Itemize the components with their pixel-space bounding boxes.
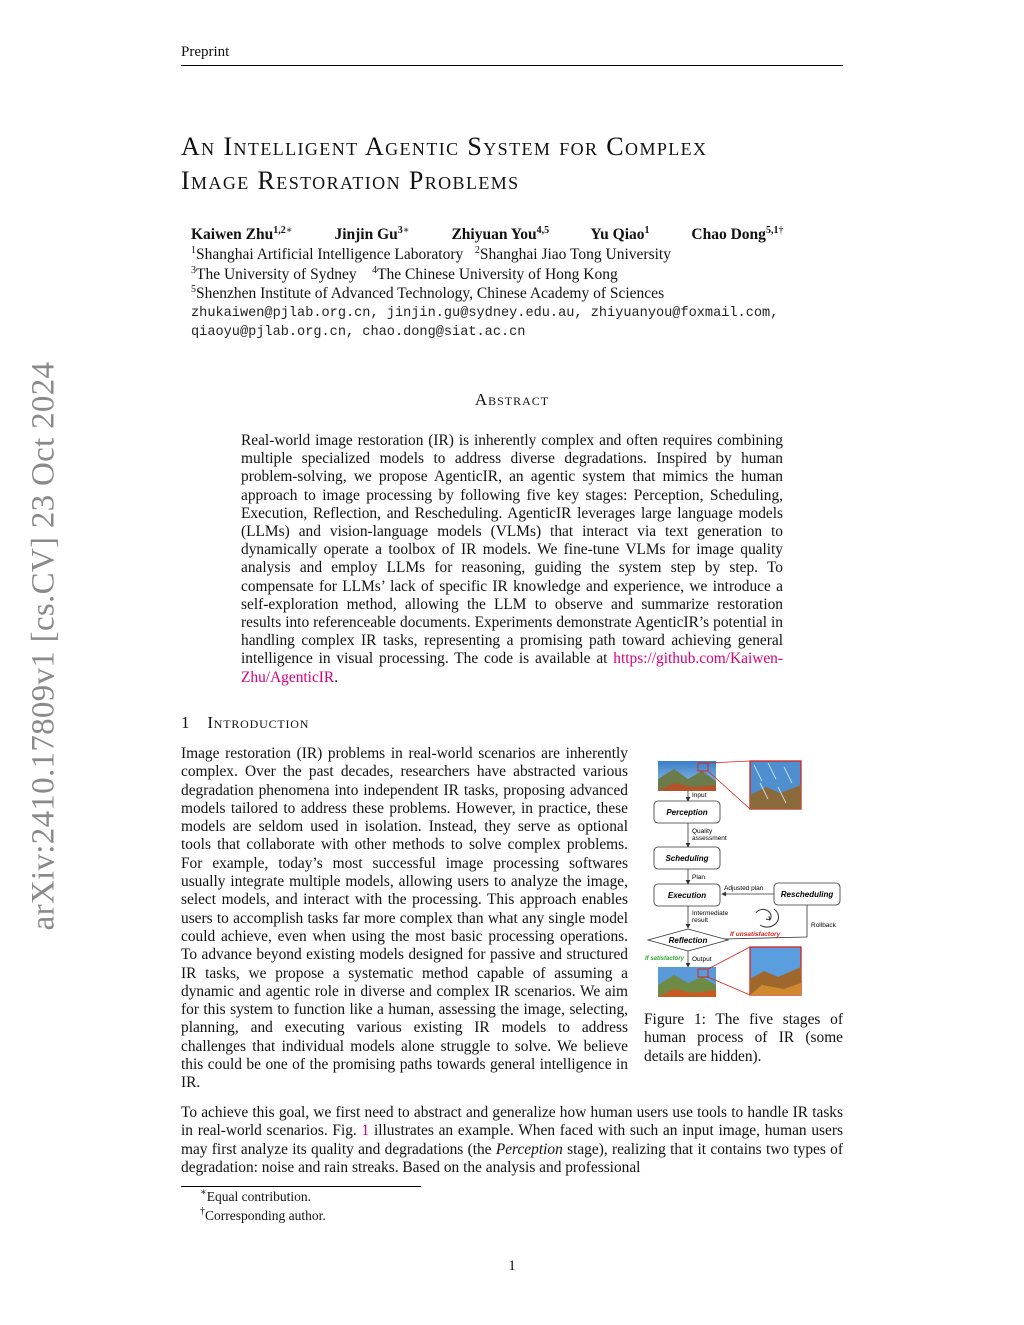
author [590,226,649,243]
execution-node [654,884,720,906]
affiliation: Shanghai Artificial Intelligence Laboratory [196,246,464,263]
author-name: Chao Dong [691,226,766,243]
affiliation-mark: 2 [474,245,480,256]
abstract-body [241,432,783,687]
footnote-2 [200,1208,326,1224]
page-number: 1 [508,1258,516,1274]
label-intermediate: Intermediate [692,910,729,917]
emphasis-text: Perception [495,1140,563,1158]
label-output: Output [692,956,712,963]
author-affiliation-mark: 4,5 [536,225,550,236]
figure-caption: Figure 1: The five stages of human process of IR (some details are hidden). [644,1011,843,1065]
author [191,226,293,243]
footnote-rule [181,1186,421,1187]
author [451,226,549,243]
label-rollback: Rollback [811,922,836,929]
affiliation-line-2 [191,266,618,284]
running-header: Preprint [181,44,230,60]
label-adjusted-plan: Adjusted plan [724,885,764,892]
affiliation: The Chinese University of Hong Kong [377,266,618,283]
scheduling-node [654,847,720,869]
figure-reference-link[interactable]: 1 [361,1122,370,1140]
label-plan: Plan [692,874,706,881]
reflection-node [648,929,728,951]
footnote-text: Corresponding author. [205,1208,326,1223]
author-name: Jinjin Gu [334,226,398,243]
label-if-unsatisfactory: If unsatisfactory [730,931,781,938]
email-line-1[interactable]: zhukaiwen@pjlab.org.cn, jinjin.gu@sydney.edu.au, zhiyuanyou@foxmail.com, [191,306,779,321]
label-if-satisfactory: If satisfactory [645,956,685,962]
perception-label: Perception [666,808,708,817]
label-result: result [692,917,708,924]
figure-1-diagram [644,757,844,1002]
footnote-1 [200,1189,311,1205]
affiliation: Shanghai Jiao Tong University [479,246,671,263]
author-list [191,226,851,244]
affiliation-line-1 [191,246,671,264]
input-thumbnail [658,761,716,791]
label-input: Input [692,792,707,799]
abstract-text: Real-world image restoration (IR) is inherently complex and often requires combining multiple specialized models to address diverse degradations. Inspired by human problem-solving, we propose AgenticIR, an agentic system that mimics the human approach to image processing by following five key stages: Perception, Scheduling, Execution, Reflection, and Rescheduling. AgenticIR leverages large language models (LLMs) and vision-language models (VLMs) that interact via text generation to dynamically operate a toolbox of IR models. We fine-tune VLMs for image quality analysis and employ LLMs for reasoning, guiding the system step by step. To compensate for LLMs’ lack of specific IR knowledge and experience, we introduce a self-exploration method, allowing the LLM to observe and summarize restoration results into referenceable documents. Experiments demonstrate AgenticIR’s potential in handling complex IR tasks, representing a promising path toward achieving general intelligence in visual processing. The code is available at [241,432,783,668]
author-note-mark: † [778,225,784,236]
perception-node [654,801,720,823]
arxiv-identifier[interactable]: arXiv:2410.17809v1 [cs.CV] 23 Oct 2024 [25,361,62,931]
execution-label: Execution [667,891,707,900]
title-line-1: An Intelligent Agentic System for Complex [181,132,708,161]
section-title: Introduction [207,713,310,732]
title-line-2: Image Restoration Problems [181,166,520,195]
paragraph-text: illustrates an example. When faced with such an input image, human users may first analyze its quality and degradations (the [181,1122,843,1158]
abstract-end: . [334,668,339,686]
author-affiliation-mark: 1 [644,225,650,236]
abstract-heading: Abstract [474,390,550,409]
paper-title [181,130,861,198]
footnote-text: Equal contribution. [206,1189,312,1204]
code-link[interactable]: https://github.com/Kaiwen-Zhu/AgenticIR [241,650,783,686]
author-note-mark: ∗ [285,225,293,236]
paragraph-text: stage), realizing that it contains two types of degradation: noise and rain streaks. Based on the analysis and professional [181,1140,843,1176]
intro-paragraph-2 [181,1104,843,1177]
label-assessment: assessment [692,835,727,842]
author [334,226,409,243]
label-quality: Quality [692,828,713,835]
reflection-label: Reflection [668,936,708,945]
affiliation-mark: 4 [372,265,378,276]
input-zoom-thumbnail [750,761,801,809]
rollback-loop-icon [756,909,779,927]
rescheduling-label: Rescheduling [780,890,834,899]
section-heading [181,713,309,733]
author-affiliation-mark: 1,2 [273,225,286,236]
affiliation-line-3 [191,285,664,303]
affiliation: Shenzhen Institute of Advanced Technology, Chinese Academy of Sciences [196,285,665,302]
author-affiliation-mark: 5,1 [765,225,779,236]
author-note-mark: ∗ [402,225,410,236]
output-zoom-thumbnail [750,947,801,995]
affiliation: The University of Sydney [196,266,357,283]
output-thumbnail [658,967,716,997]
section-number: 1 [181,713,191,732]
intro-paragraph-1: Image restoration (IR) problems in real-world scenarios are inherently complex. Over the past decades, researchers have abstracted various degradation phenomena into independent IR tasks, proposing advanced models tailored to address these problems. However, in practice, these models are seldom used in isolation. Instead, they serve as optional tools that collaborate with other methods to solve complex problems. For example, today’s most successful image processing softwares usually integrate multiple models, allowing users to analyze the image, select models, and interact with the processing. This approach enables users to accomplish tasks far more complex than what any single model could achieve, even when using the most basic processing operations. To advance beyond existing models designed for passive and structured IR tasks, we propose a systematic method capable of assuming a dynamic and agentic role in diverse and complex IR scenarios. We aim for this system to function like a human, assessing the image, selecting, planning, and executing various existing IR models to address challenges that individual models alone struggle to solve. We believe this could be one of the promising paths towards general intelligence in IR. [181,745,628,1092]
rescheduling-node [774,883,840,905]
paragraph-text: To achieve this goal, we first need to abstract and generalize how human users use tools to handle IR tasks in real-world scenarios. Fig. [181,1104,843,1140]
email-line-2[interactable]: qiaoyu@pjlab.org.cn, chao.dong@siat.ac.cn [191,325,526,340]
affiliation-mark: 5 [191,284,196,295]
affiliation-mark: 3 [191,265,196,276]
footnote-mark: ∗ [200,1187,207,1198]
author-name: Kaiwen Zhu [191,226,274,243]
author-name: Zhiyuan You [451,226,537,243]
header-rule [181,65,843,66]
scheduling-label: Scheduling [665,854,709,863]
author-name: Yu Qiao [590,226,645,243]
affiliation-mark: 1 [191,245,196,256]
zoom-line [708,947,750,969]
author [691,226,783,243]
footnote-mark: † [200,1206,205,1217]
author-affiliation-mark: 3 [397,225,403,236]
